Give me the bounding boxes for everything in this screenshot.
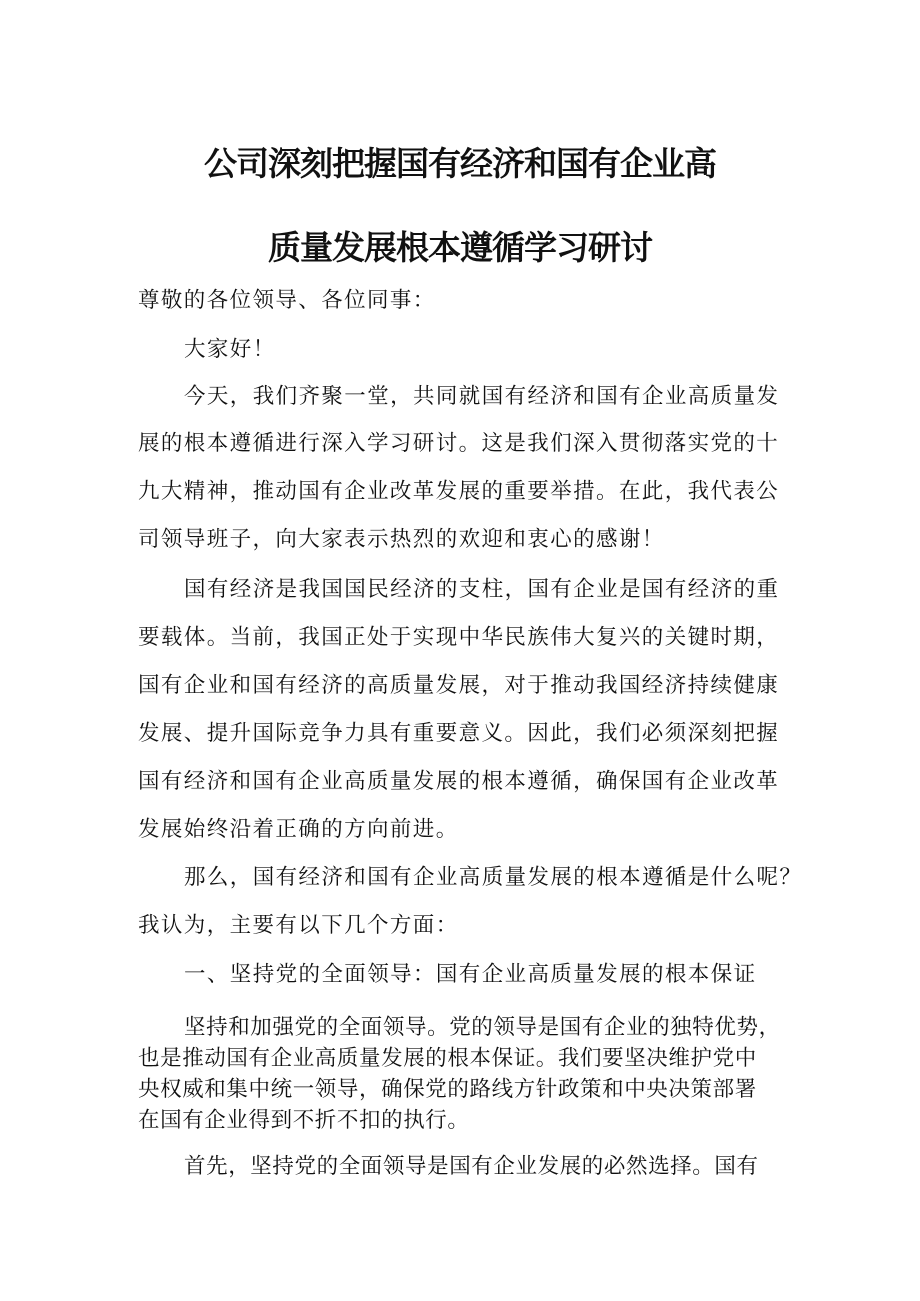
paragraph-line: 要载体。当前，我国正处于实现中华民族伟大复兴的关键时期，: [138, 625, 780, 650]
paragraph-line: 央权威和集中统一领导，确保党的路线方针政策和中央决策部署: [138, 1077, 757, 1102]
salutation: 尊敬的各位领导、各位同事：: [138, 288, 436, 313]
paragraph-line: 展的根本遵循进行深入学习研讨。这是我们深入贯彻落实党的十: [138, 431, 780, 456]
paragraph-line: 我认为，主要有以下几个方面：: [138, 913, 459, 938]
paragraph-line: 国有经济是我国国民经济的支柱，国有企业是国有经济的重: [184, 577, 780, 602]
paragraph-line: 国有经济和国有企业高质量发展的根本遵循，确保国有企业改革: [138, 769, 780, 794]
paragraph-line: 也是推动国有企业高质量发展的根本保证。我们要坚决维护党中: [138, 1046, 757, 1071]
paragraph-line: 发展始终沿着正确的方向前进。: [138, 817, 459, 842]
paragraph-line: 在国有企业得到不折不扣的执行。: [138, 1108, 470, 1133]
document-title-line-2: 质量发展根本遵循学习研讨: [268, 228, 652, 267]
paragraph-line: 那么，国有经济和国有企业高质量发展的根本遵循是什么呢？: [184, 865, 803, 890]
paragraph-line: 九大精神，推动国有企业改革发展的重要举措。在此，我代表公: [138, 479, 780, 504]
greeting: 大家好！: [184, 337, 276, 362]
paragraph-line: 国有企业和国有经济的高质量发展，对于推动我国经济持续健康: [138, 673, 780, 698]
section-heading: 一、坚持党的全面领导：国有企业高质量发展的根本保证: [184, 962, 757, 987]
document-title-line-1: 公司深刻把握国有经济和国有企业高: [204, 144, 716, 183]
paragraph-line: 今天，我们齐聚一堂，共同就国有经济和国有企业高质量发: [184, 384, 780, 409]
paragraph-line: 坚持和加强党的全面领导。党的领导是国有企业的独特优势，: [184, 1015, 781, 1040]
paragraph-line: 发展、提升国际竞争力具有重要意义。因此，我们必须深刻把握: [138, 721, 780, 746]
paragraph-line: 司领导班子，向大家表示热烈的欢迎和衷心的感谢！: [138, 527, 665, 552]
paragraph-line: 首先，坚持党的全面领导是国有企业发展的必然选择。国有: [184, 1154, 759, 1179]
